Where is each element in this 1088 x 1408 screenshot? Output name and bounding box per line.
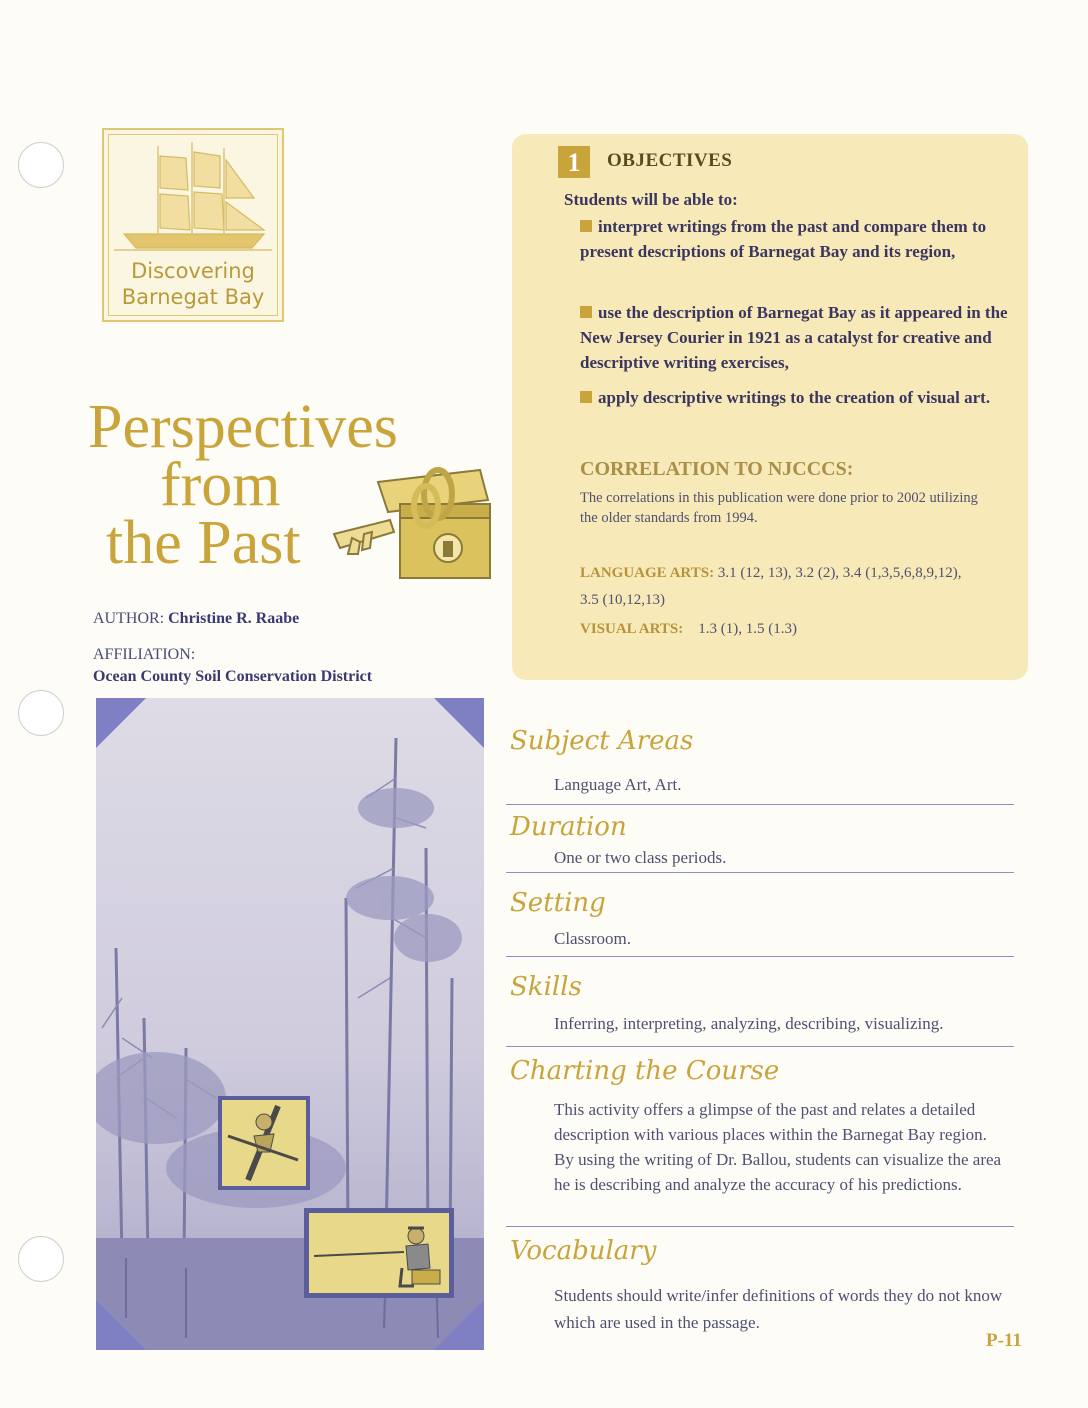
section-divider: [506, 804, 1014, 805]
visual-arts-standards: [580, 618, 797, 640]
affiliation-label: AFFILIATION:: [93, 646, 196, 663]
skills-title: Skills: [510, 972, 582, 1002]
objectives-heading: OBJECTIVES: [607, 150, 733, 171]
charting-course-title: Charting the Course: [510, 1056, 780, 1086]
subject-areas-title: Subject Areas: [510, 726, 694, 756]
bullet-square-icon: [580, 220, 592, 232]
subject-areas-body: Language Art, Art.: [554, 775, 682, 794]
language-arts-standards-cont: 3.5 (10,12,13): [580, 592, 665, 608]
charting-course-body: This activity offers a glimpse of the past and relates a detailed description with various places within the Barnegat Bay region. By using the writing of Dr. Ballou, students can visualize the area he is describing and analyze the accuracy of his predictions.: [554, 1100, 1002, 1194]
affiliation-name: Ocean County Soil Conservation District: [93, 668, 373, 685]
logo-line-2: Barnegat Bay: [121, 285, 265, 309]
treasure-chest-key-icon: [330, 462, 496, 582]
correlation-text: The correlations in this publication were done prior to 2002 utilizing the older standards from 1994.: [580, 490, 978, 526]
language-arts-value: 3.1 (12, 13), 3.2 (2), 3.4 (1,3,5,6,8,9,12),: [717, 565, 962, 581]
language-arts-label: LANGUAGE ARTS:: [580, 565, 715, 581]
objectives-intro: Students will be able to:: [564, 190, 738, 209]
bullet-square-icon: [580, 306, 592, 318]
page-number: P-11: [986, 1330, 1022, 1351]
logo-line-1: Discovering: [131, 259, 255, 283]
author-line: [93, 610, 299, 628]
binder-hole: [18, 1236, 64, 1282]
objective-item: apply descriptive writings to the creation of visual art.: [580, 385, 1018, 410]
section-divider: [506, 1046, 1014, 1047]
author-label: AUTHOR:: [93, 610, 165, 627]
ship-icon: [114, 138, 272, 256]
duration-body: One or two class periods.: [554, 848, 727, 867]
vocabulary-title: Vocabulary: [510, 1236, 657, 1266]
objective-item: interpret writings from the past and compare them to present descriptions of Barnegat Bay and its region,: [580, 217, 987, 261]
binder-hole: [18, 690, 64, 736]
section-divider: [506, 956, 1014, 957]
correlation-heading: CORRELATION TO NJCCCS:: [580, 458, 854, 480]
series-logo: [102, 128, 284, 322]
bullet-square-icon: [580, 391, 592, 403]
setting-body: Classroom.: [554, 929, 631, 948]
title-line-2: from: [160, 451, 281, 519]
visual-arts-value: 1.3 (1), 1.5 (1.3): [698, 621, 797, 637]
section-divider: [506, 872, 1014, 873]
language-arts-standards: [580, 562, 962, 584]
section-number-badge: 1: [558, 146, 590, 178]
objective-item: use the description of Barnegat Bay as it appeared in the New Jersey Courier in 1921 as a catalyst for creative and descriptive writing exercises,: [580, 303, 1008, 372]
visual-arts-label: VISUAL ARTS:: [580, 621, 684, 637]
kayaker-icon: [218, 1096, 310, 1190]
skills-body: Inferring, interpreting, analyzing, describing, visualizing.: [554, 1014, 944, 1033]
section-divider: [506, 1226, 1014, 1227]
title-line-1: Perspectives: [88, 393, 398, 461]
fisherman-icon: [304, 1208, 454, 1298]
setting-title: Setting: [510, 888, 606, 918]
binder-hole: [18, 142, 64, 188]
author-name: Christine R. Raabe: [168, 610, 300, 627]
vocabulary-body: Students should write/infer definitions of words they do not know which are used in the passage.: [554, 1286, 1003, 1332]
duration-title: Duration: [510, 812, 627, 842]
title-line-3: the Past: [106, 509, 301, 577]
